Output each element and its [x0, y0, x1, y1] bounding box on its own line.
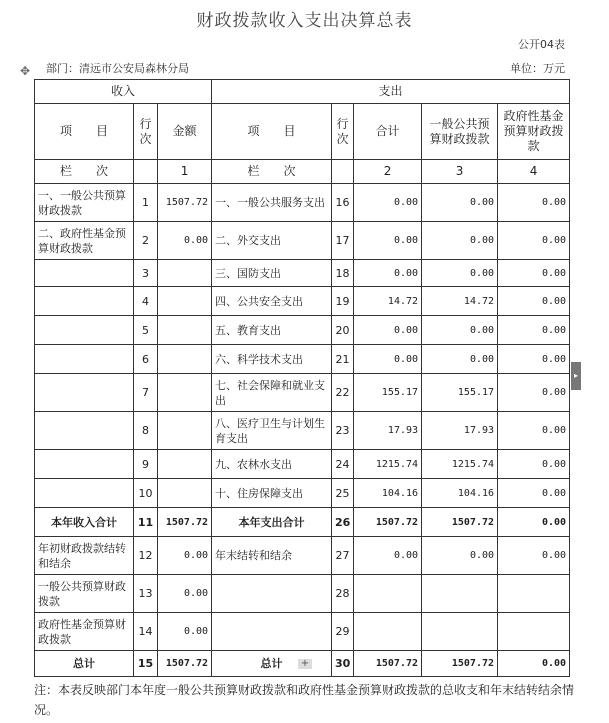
gov-fund-amount: 0.00: [498, 345, 570, 374]
income-item: [35, 287, 134, 316]
general-budget-amount: 1507.72: [422, 508, 498, 537]
expense-item: 本年支出合计: [212, 508, 332, 537]
income-item: 本年收入合计: [35, 508, 134, 537]
income-amount: 0.00: [158, 575, 212, 613]
income-item: 年初财政拨款结转和结余: [35, 537, 134, 575]
gov-fund-amount: 0.00: [498, 412, 570, 450]
income-row-no: 2: [134, 222, 158, 260]
column-label: 栏 次: [212, 160, 332, 184]
general-budget-amount: 155.17: [422, 374, 498, 412]
gov-fund-amount: 0.00: [498, 651, 570, 677]
income-item-header: 项 目: [35, 104, 134, 160]
expense-total: [354, 613, 422, 651]
expense-total: 1507.72: [354, 651, 422, 677]
table-row: [35, 374, 570, 412]
income-row-no: 14: [134, 613, 158, 651]
income-item: [35, 345, 134, 374]
expense-row-no: 29: [332, 613, 354, 651]
expense-total: 0.00: [354, 316, 422, 345]
gov-fund-amount: [498, 613, 570, 651]
table-row: [35, 412, 570, 450]
gov-fund-amount: 0.00: [498, 287, 570, 316]
income-amount: 1507.72: [158, 184, 212, 222]
unit-label: 单位：万元: [510, 62, 565, 75]
expense-total: 155.17: [354, 374, 422, 412]
side-expand-icon[interactable]: ▸: [571, 362, 581, 390]
income-item: [35, 316, 134, 345]
general-budget-amount: 17.93: [422, 412, 498, 450]
income-row-no: 13: [134, 575, 158, 613]
expense-total: 17.93: [354, 412, 422, 450]
table-row: [35, 222, 570, 260]
expense-total: 104.16: [354, 479, 422, 508]
col-index-1: 1: [158, 160, 212, 184]
col-index-3: 3: [422, 160, 498, 184]
income-amount: 0.00: [158, 537, 212, 575]
general-budget-amount: 0.00: [422, 537, 498, 575]
expense-item-header: 项 目: [212, 104, 332, 160]
income-row-no: 1: [134, 184, 158, 222]
gov-fund-amount: 0.00: [498, 184, 570, 222]
expense-row-no-header: 行次: [332, 104, 354, 160]
income-amount: [158, 450, 212, 479]
gov-fund-amount: 0.00: [498, 260, 570, 287]
income-row-no: 7: [134, 374, 158, 412]
department-label: 部门：清远市公安局森林分局: [46, 62, 189, 75]
expense-item: 三、国防支出: [212, 260, 332, 287]
income-amount: 1507.72: [158, 508, 212, 537]
income-row-no: 10: [134, 479, 158, 508]
income-item: [35, 412, 134, 450]
income-row-no: 5: [134, 316, 158, 345]
expense-row-no: 21: [332, 345, 354, 374]
expense-item: 一、一般公共服务支出: [212, 184, 332, 222]
gov-fund-amount: [498, 575, 570, 613]
income-amount: [158, 345, 212, 374]
expense-item: 十、住房保障支出: [212, 479, 332, 508]
gov-fund-amount: 0.00: [498, 374, 570, 412]
expense-total: 14.72: [354, 287, 422, 316]
expense-total: 1215.74: [354, 450, 422, 479]
table-row: [35, 450, 570, 479]
expense-header: 支出: [212, 80, 570, 104]
expense-row-no: 20: [332, 316, 354, 345]
table-move-handle-icon[interactable]: ✥: [20, 64, 31, 78]
expense-total: 0.00: [354, 184, 422, 222]
income-header: 收入: [35, 80, 212, 104]
general-budget-amount: [422, 575, 498, 613]
expense-row-no: 28: [332, 575, 354, 613]
expense-row-no: 18: [332, 260, 354, 287]
expense-item: 七、社会保障和就业支出: [212, 374, 332, 412]
expense-item: 年末结转和结余: [212, 537, 332, 575]
general-budget-header: 一般公共预算财政拨款: [422, 104, 498, 160]
income-row-no: 11: [134, 508, 158, 537]
expense-item: 五、教育支出: [212, 316, 332, 345]
expense-total: [354, 575, 422, 613]
general-budget-amount: 0.00: [422, 184, 498, 222]
income-item: [35, 450, 134, 479]
expense-item: 二、外交支出: [212, 222, 332, 260]
expense-total: 0.00: [354, 537, 422, 575]
income-row-no-header: 行次: [134, 104, 158, 160]
general-budget-amount: 1215.74: [422, 450, 498, 479]
gov-fund-amount: 0.00: [498, 222, 570, 260]
gov-fund-amount: 0.00: [498, 537, 570, 575]
expense-row-no: 27: [332, 537, 354, 575]
income-row-no: 8: [134, 412, 158, 450]
blank-cell: [134, 160, 158, 184]
table-row: [35, 260, 570, 287]
income-amount: [158, 479, 212, 508]
general-budget-amount: 0.00: [422, 316, 498, 345]
expense-row-no: 25: [332, 479, 354, 508]
general-budget-amount: 1507.72: [422, 651, 498, 677]
general-budget-amount: 0.00: [422, 345, 498, 374]
amount-header: 金额: [158, 104, 212, 160]
income-amount: [158, 412, 212, 450]
income-item: 二、政府性基金预算财政拨款: [35, 222, 134, 260]
income-amount: [158, 374, 212, 412]
table-row: [35, 184, 570, 222]
expense-item: 九、农林水支出: [212, 450, 332, 479]
table-row: [35, 575, 570, 613]
income-row-no: 15: [134, 651, 158, 677]
expense-item: [212, 613, 332, 651]
budget-table: [34, 79, 570, 677]
income-item: [35, 374, 134, 412]
gov-fund-header: 政府性基金预算财政拨款: [498, 104, 570, 160]
gov-fund-amount: 0.00: [498, 508, 570, 537]
general-budget-amount: 104.16: [422, 479, 498, 508]
gov-fund-amount: 0.00: [498, 479, 570, 508]
income-item: [35, 479, 134, 508]
income-amount: [158, 316, 212, 345]
expense-item: 总计: [212, 651, 332, 677]
expense-item: 四、公共安全支出: [212, 287, 332, 316]
general-budget-amount: 0.00: [422, 260, 498, 287]
blank-cell: [332, 160, 354, 184]
expense-total: 0.00: [354, 222, 422, 260]
form-number: 公开04表: [518, 38, 565, 51]
income-row-no: 6: [134, 345, 158, 374]
general-budget-amount: 0.00: [422, 222, 498, 260]
column-label: 栏 次: [35, 160, 134, 184]
expense-item: 八、医疗卫生与计划生育支出: [212, 412, 332, 450]
income-row-no: 12: [134, 537, 158, 575]
income-amount: 0.00: [158, 222, 212, 260]
expense-row-no: 16: [332, 184, 354, 222]
expense-row-no: 19: [332, 287, 354, 316]
gov-fund-amount: 0.00: [498, 316, 570, 345]
income-row-no: 9: [134, 450, 158, 479]
add-row-icon[interactable]: +: [298, 659, 312, 669]
table-row: [35, 508, 570, 537]
income-item: [35, 260, 134, 287]
general-budget-amount: [422, 613, 498, 651]
table-row: [35, 613, 570, 651]
expense-row-no: 22: [332, 374, 354, 412]
total-header: 合计: [354, 104, 422, 160]
expense-item: 六、科学技术支出: [212, 345, 332, 374]
table-row: [35, 287, 570, 316]
expense-row-no: 17: [332, 222, 354, 260]
income-item: 一、一般公共预算财政拨款: [35, 184, 134, 222]
income-amount: [158, 260, 212, 287]
col-index-2: 2: [354, 160, 422, 184]
general-budget-amount: 14.72: [422, 287, 498, 316]
col-index-4: 4: [498, 160, 570, 184]
footnote: 注：本表反映部门本年度一般公共预算财政拨款和政府性基金预算财政拨款的总收支和年末结转结余情况。: [34, 683, 575, 717]
expense-row-no: 24: [332, 450, 354, 479]
expense-row-no: 26: [332, 508, 354, 537]
income-amount: 1507.72: [158, 651, 212, 677]
report-title: 财政拨款收入支出决算总表: [196, 11, 413, 31]
table-row: [35, 345, 570, 374]
income-item: 一般公共预算财政拨款: [35, 575, 134, 613]
expense-row-no: 30: [332, 651, 354, 677]
expense-total: 1507.72: [354, 508, 422, 537]
income-item: 总计: [35, 651, 134, 677]
expense-row-no: 23: [332, 412, 354, 450]
expense-total: 0.00: [354, 345, 422, 374]
expense-item: [212, 575, 332, 613]
table-row: [35, 537, 570, 575]
income-amount: 0.00: [158, 613, 212, 651]
table-row: [35, 316, 570, 345]
gov-fund-amount: 0.00: [498, 450, 570, 479]
income-item: 政府性基金预算财政拨款: [35, 613, 134, 651]
income-row-no: 4: [134, 287, 158, 316]
table-row: [35, 479, 570, 508]
expense-total: 0.00: [354, 260, 422, 287]
income-row-no: 3: [134, 260, 158, 287]
income-amount: [158, 287, 212, 316]
